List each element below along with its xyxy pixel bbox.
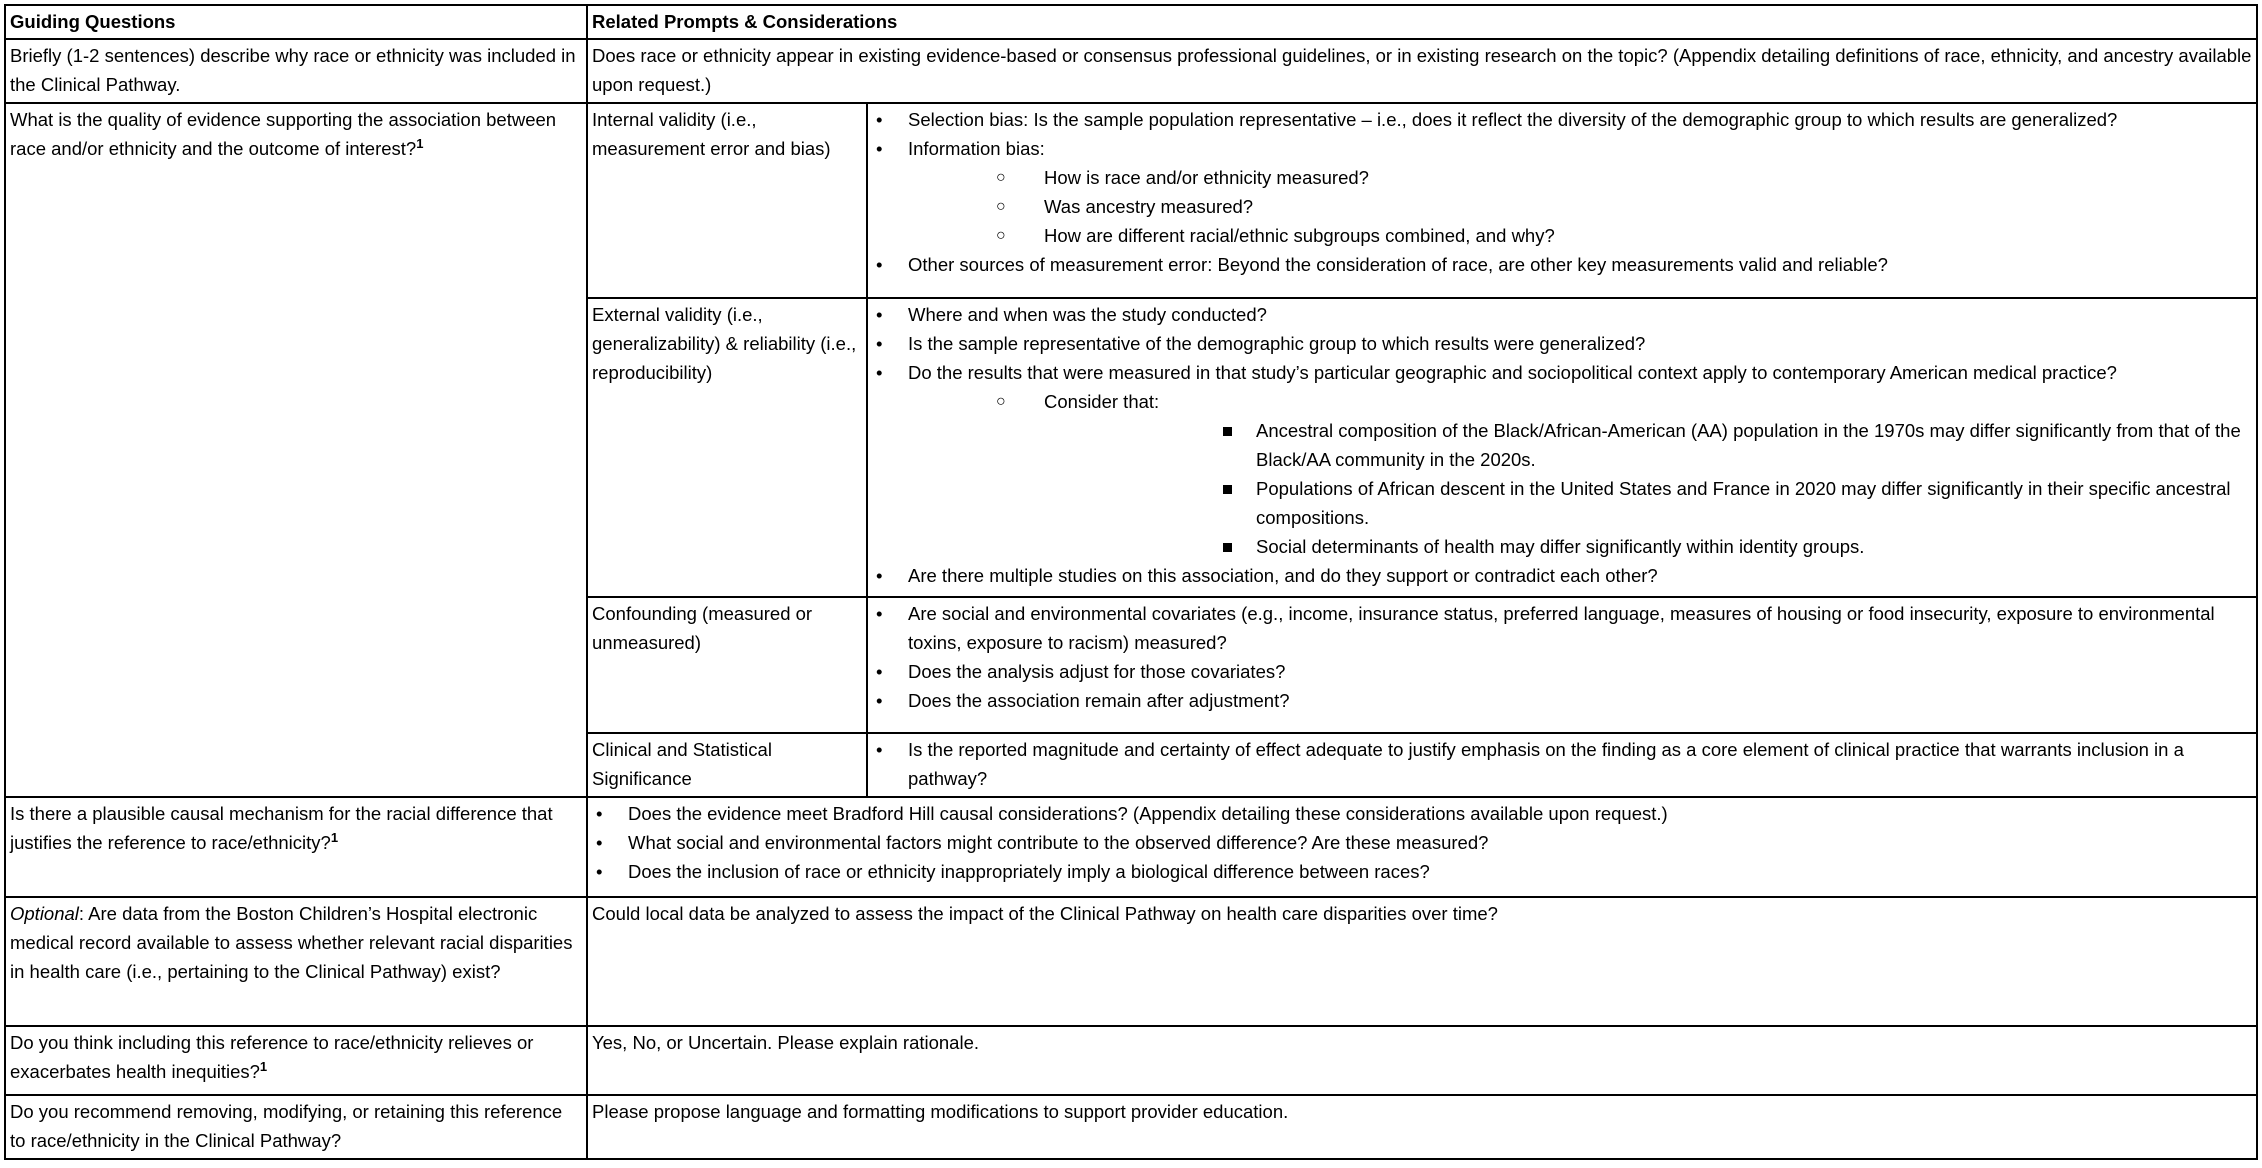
table-row (5, 103, 2257, 298)
list-item: • Selection bias: Is the sample population representative – i.e., does it reflect the diversity of the demographic group to which results are generalized? (872, 105, 2252, 134)
bullet-list (872, 735, 2252, 793)
table-row (5, 797, 2257, 896)
list-item-text: Information bias: (908, 138, 1045, 160)
question-text: Is there a plausible causal mechanism for the racial difference that justifies the reference to race/ethnicity? (10, 803, 553, 854)
sub-list (908, 163, 2252, 250)
prompt-cell (587, 897, 2257, 1027)
list-item-text: Do the results that were measured in that study’s particular geographic and sociopolitical context apply to contemporary American medical practice? (908, 361, 2117, 383)
question-cell (5, 797, 587, 896)
question-cell (5, 897, 587, 1027)
sub-list-item-text: Consider that: (1044, 390, 1160, 412)
list-item: • Is the reported magnitude and certainty of effect adequate to justify emphasis on the finding as a core element of clinical practice that warrants inclusion in a pathway? (872, 735, 2252, 793)
sub-category-internal-validity: Internal validity (i.e., measurement error and bias) (587, 103, 867, 298)
guiding-questions-table (4, 4, 2258, 1160)
prompt-cell (587, 1095, 2257, 1159)
question-text: Do you think including this reference to race/ethnicity relieves or exacerbates health inequities? (10, 1032, 534, 1083)
prompt-text: Does race or ethnicity appear in existing evidence-based or consensus professional guidelines, or in existing research on the topic? (Appendix detailing definitions of race, ethnicity, and ancestry available upon request.) (592, 45, 2252, 96)
sub-sub-list (1044, 416, 2252, 561)
list-item (872, 358, 2252, 561)
sub-sub-list-item: Ancestral composition of the Black/African-American (AA) population in the 1970s may differ significantly from that of the Black/AA community in the 2020s. (1044, 416, 2252, 474)
considerations-cell (867, 103, 2257, 298)
question-text: What is the quality of evidence supporting the association between race and/or ethnicity and the outcome of interest? (10, 109, 557, 160)
sub-list-item: ○ Was ancestry measured? (908, 192, 2252, 221)
list-item: • Does the inclusion of race or ethnicity inappropriately imply a biological difference between races? (592, 857, 2252, 886)
footnote-marker: 1 (416, 136, 424, 152)
sub-list-item (908, 387, 2252, 561)
header-related-prompts: Related Prompts & Considerations (587, 5, 2257, 39)
prompt-cell (587, 39, 2257, 103)
question-text: : Are data from the Boston Children’s Hospital electronic medical record available to assess whether relevant racial disparities in health care (i.e., pertaining to the Clinical Pathway) exist? (10, 902, 573, 982)
table-row (5, 1095, 2257, 1159)
sub-category-external-validity: External validity (i.e., generalizability) & reliability (i.e., reproducibility) (587, 298, 867, 597)
header-guiding-questions: Guiding Questions (5, 5, 587, 39)
table-row (5, 1026, 2257, 1095)
list-item: • Are there multiple studies on this association, and do they support or contradict each other? (872, 561, 2252, 590)
sub-list-item: ○ How are different racial/ethnic subgroups combined, and why? (908, 221, 2252, 250)
question-cell (5, 1026, 587, 1095)
table-row (5, 39, 2257, 103)
header-row (5, 5, 2257, 39)
prompt-text: Could local data be analyzed to assess the impact of the Clinical Pathway on health care disparities over time? (592, 902, 1498, 924)
bullet-list (592, 799, 2252, 886)
list-item (872, 134, 2252, 250)
considerations-cell (867, 597, 2257, 734)
sub-category-confounding: Confounding (measured or unmeasured) (587, 597, 867, 734)
question-text: Briefly (1-2 sentences) describe why race or ethnicity was included in the Clinical Pathway. (10, 45, 576, 96)
list-item: • Other sources of measurement error: Beyond the consideration of race, are other key measurements valid and reliable? (872, 250, 2252, 279)
optional-label: Optional (10, 902, 79, 924)
list-item: • Are social and environmental covariates (e.g., income, insurance status, preferred language, measures of housing or food insecurity, exposure to environmental toxins, exposure to racism) measured? (872, 599, 2252, 657)
list-item: • Does the association remain after adjustment? (872, 686, 2252, 715)
sub-category-clinical-significance: Clinical and Statistical Significance (587, 733, 867, 797)
table-row (5, 897, 2257, 1027)
bullet-list (872, 300, 2252, 590)
considerations-cell (867, 298, 2257, 597)
considerations-cell (587, 797, 2257, 896)
prompt-text: Yes, No, or Uncertain. Please explain rationale. (592, 1032, 980, 1054)
prompt-text: Please propose language and formatting modifications to support provider education. (592, 1101, 1289, 1123)
question-cell (5, 103, 587, 797)
list-item: • Does the analysis adjust for those covariates? (872, 657, 2252, 686)
list-item: • Where and when was the study conducted? (872, 300, 2252, 329)
list-item: • What social and environmental factors might contribute to the observed difference? Are these measured? (592, 828, 2252, 857)
sub-sub-list-item: Populations of African descent in the United States and France in 2020 may differ significantly in their specific ancestral compositions. (1044, 474, 2252, 532)
considerations-cell (867, 733, 2257, 797)
prompt-cell (587, 1026, 2257, 1095)
question-cell (5, 39, 587, 103)
bullet-list (872, 105, 2252, 279)
bullet-list (872, 599, 2252, 715)
sub-list-item: ○ How is race and/or ethnicity measured? (908, 163, 2252, 192)
question-cell (5, 1095, 587, 1159)
footnote-marker: 1 (259, 1059, 268, 1075)
question-text: Do you recommend removing, modifying, or retaining this reference to race/ethnicity in the Clinical Pathway? (10, 1101, 563, 1152)
list-item: • Is the sample representative of the demographic group to which results were generalized? (872, 329, 2252, 358)
sub-sub-list-item: Social determinants of health may differ significantly within identity groups. (1044, 532, 2252, 561)
sub-list (908, 387, 2252, 561)
footnote-marker: 1 (330, 830, 339, 846)
list-item: • Does the evidence meet Bradford Hill causal considerations? (Appendix detailing these considerations available upon request.) (592, 799, 2252, 828)
